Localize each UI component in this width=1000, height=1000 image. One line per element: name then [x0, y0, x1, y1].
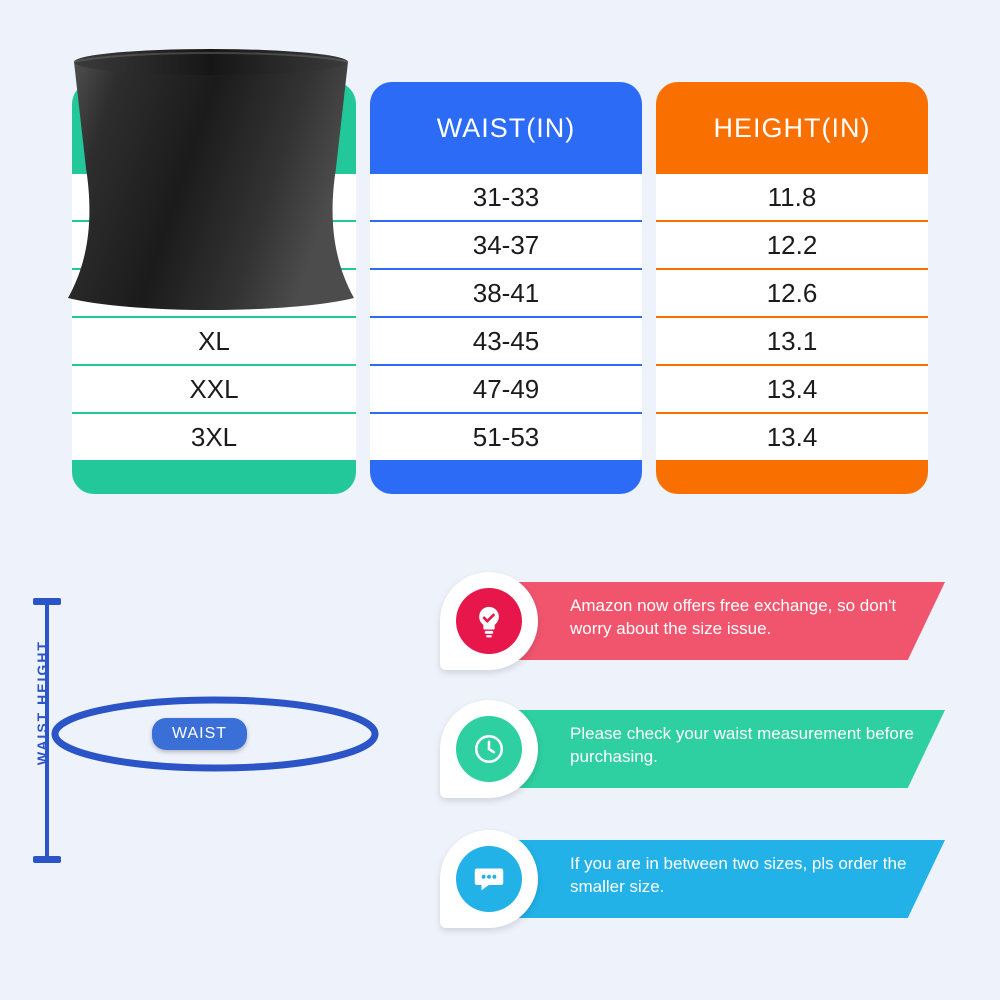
table-cell: 38-41: [370, 270, 642, 316]
notes-list: [440, 560, 985, 980]
table-cell: 43-45: [370, 318, 642, 364]
column-header-height: HEIGHT(IN): [713, 112, 871, 143]
table-cell: 34-37: [370, 222, 642, 268]
table-column-waist: [370, 82, 642, 494]
table-cell: 13.1: [656, 318, 928, 364]
column-body-waist: [370, 174, 642, 494]
column-body-height: [656, 174, 928, 494]
note-text: If you are in between two sizes, pls order the smaller size.: [570, 854, 907, 896]
note-text: Please check your waist measurement before purchasing.: [570, 724, 914, 766]
note-text: Amazon now offers free exchange, so don't worry about the size issue.: [570, 596, 897, 638]
table-cell: 3XL: [72, 414, 356, 460]
table-cell: 51-53: [370, 414, 642, 460]
table-cell: 12.2: [656, 222, 928, 268]
note-badge: [440, 700, 538, 798]
column-header-waist: WAIST(IN): [436, 112, 576, 143]
note-item: [440, 572, 945, 668]
waist-trainer-belt-image: [58, 48, 364, 316]
table-cell: XL: [72, 318, 356, 364]
clock-icon: [456, 716, 522, 782]
note-badge: [440, 830, 538, 928]
waist-height-label: WAIST HEIGHT: [34, 640, 50, 766]
note-item: [440, 700, 945, 796]
table-cell: XXL: [72, 366, 356, 412]
chat-bubble-icon: [456, 846, 522, 912]
table-cell: 13.4: [656, 366, 928, 412]
note-badge: [440, 572, 538, 670]
height-axis-bottom-cap: [33, 856, 61, 863]
table-column-height: [656, 82, 928, 494]
table-cell: 11.8: [656, 174, 928, 220]
note-item: [440, 830, 945, 926]
table-cell: 47-49: [370, 366, 642, 412]
waist-label: WAIST: [152, 718, 247, 750]
table-cell: 31-33: [370, 174, 642, 220]
lightbulb-check-icon: [456, 588, 522, 654]
table-cell: 13.4: [656, 414, 928, 460]
table-cell: 12.6: [656, 270, 928, 316]
